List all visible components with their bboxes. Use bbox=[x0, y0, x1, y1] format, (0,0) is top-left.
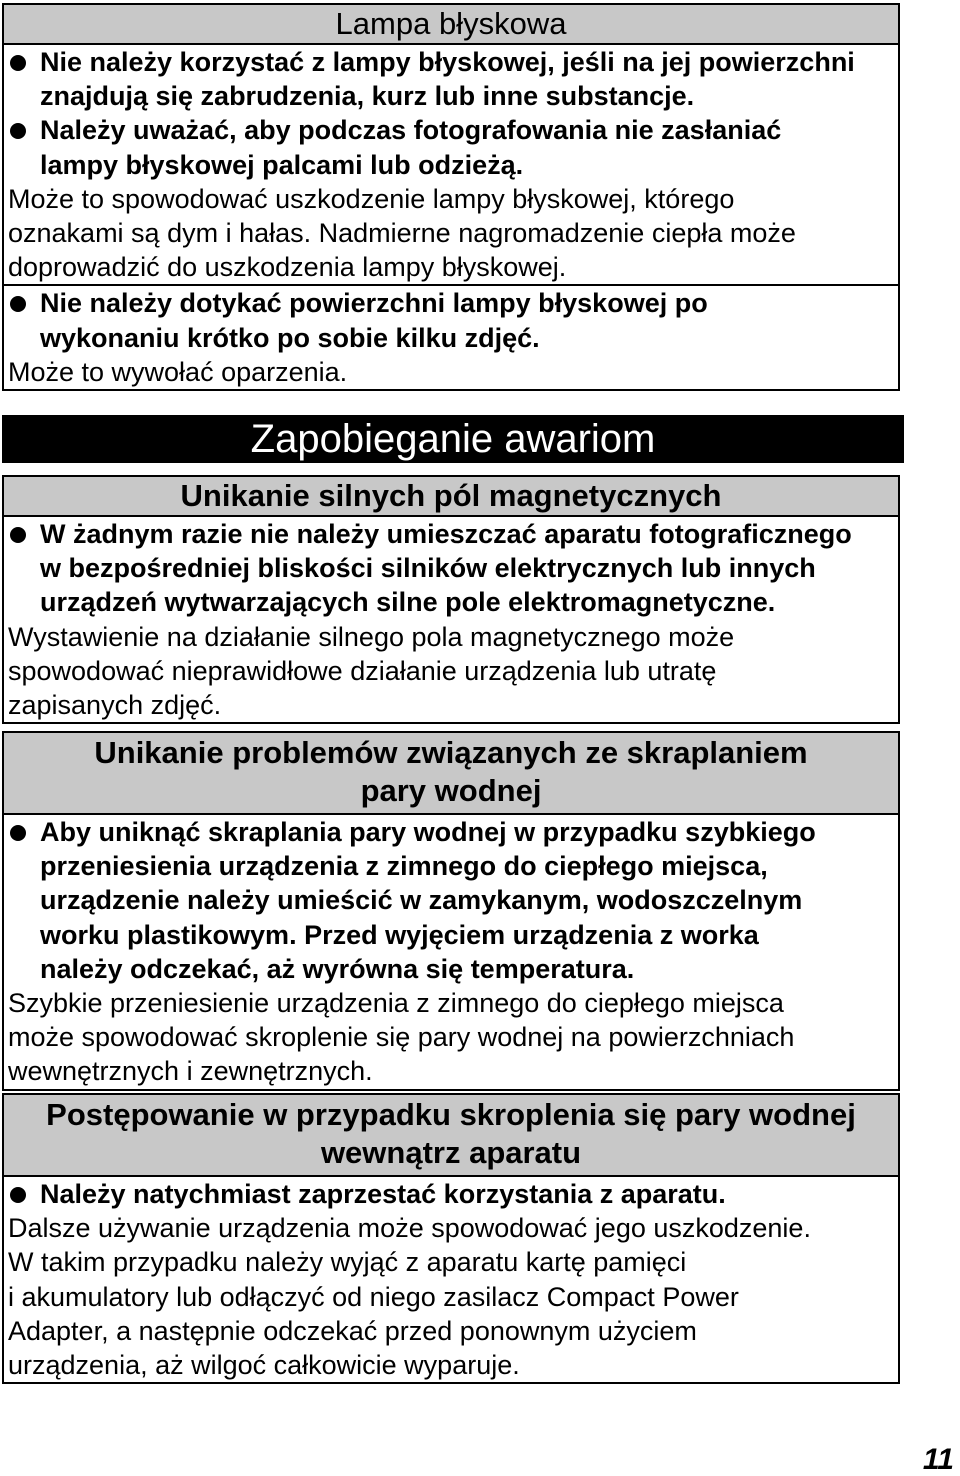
text-line: Dalsze używanie urządzenia może spowodować jego uszkodzenie. bbox=[8, 1213, 811, 1244]
text-line: znajdują się zabrudzenia, kurz lub inne substancje. bbox=[40, 81, 695, 112]
text-line: i akumulatory lub odłączyć od niego zasilacz Compact Power bbox=[8, 1281, 739, 1312]
text-line: oznakami są dym i hałas. Nadmierne nagromadzenie ciepła może bbox=[8, 218, 796, 249]
text-line: Adapter, a następnie odczekać przed ponownym użyciem bbox=[8, 1315, 697, 1346]
flash-row-1 bbox=[4, 45, 898, 113]
text-line: urządzeń wytwarzających silne pole elektromagnetyczne. bbox=[40, 587, 776, 618]
flash-bullet-1 bbox=[4, 45, 898, 113]
text-line: spowodować nieprawidłowe działanie urządzenia lub utratę bbox=[8, 655, 717, 686]
condensation-section bbox=[2, 731, 900, 1091]
condensation-bullet bbox=[4, 815, 898, 986]
magnetic-heading: Unikanie silnych pól magnetycznych bbox=[4, 477, 898, 517]
text-line: urządzenie należy umieścić w zamykanym, wodoszczelnym bbox=[40, 885, 803, 916]
text-line: Należy natychmiast zaprzestać korzystania z aparatu. bbox=[40, 1179, 726, 1209]
text-line: doprowadzić do uszkodzenia lampy błyskowej. bbox=[8, 252, 567, 283]
condensation-note bbox=[4, 986, 898, 1089]
section-banner: Zapobieganie awariom bbox=[2, 415, 904, 463]
magnetic-row bbox=[4, 517, 898, 722]
text-line: należy odczekać, aż wyrówna się temperatura. bbox=[40, 953, 635, 984]
flash-row-3 bbox=[4, 284, 898, 389]
flash-bullet-3 bbox=[4, 286, 898, 354]
text-line: urządzenia, aż wilgoć całkowicie wyparuje. bbox=[8, 1350, 520, 1381]
inside-heading bbox=[4, 1095, 898, 1177]
inside-row bbox=[4, 1177, 898, 1382]
flash-row-2 bbox=[4, 113, 898, 284]
text-line: Aby uniknąć skraplania pary wodnej w przypadku szybkiego bbox=[40, 817, 816, 847]
text-line: Nie należy dotykać powierzchni lampy błyskowej po bbox=[40, 288, 708, 319]
text-line: Wystawienie na działanie silnego pola magnetycznego może bbox=[8, 621, 735, 652]
inside-note bbox=[4, 1211, 898, 1382]
flash-heading: Lampa błyskowa bbox=[4, 5, 898, 45]
text-line: zapisanych zdjęć. bbox=[8, 690, 222, 721]
magnetic-section bbox=[2, 475, 900, 724]
text-line: wewnętrznych i zewnętrznych. bbox=[8, 1056, 373, 1087]
heading-line: pary wodnej bbox=[360, 773, 542, 808]
text-line: wykonaniu krótko po sobie kilku zdjęć. bbox=[40, 322, 540, 353]
inside-bullet bbox=[4, 1177, 898, 1211]
flash-bullet-2 bbox=[4, 113, 898, 181]
magnetic-note bbox=[4, 620, 898, 723]
text-line: Może to wywołać oparzenia. bbox=[8, 356, 348, 387]
magnetic-bullet bbox=[4, 517, 898, 620]
page-number: 11 bbox=[922, 1443, 954, 1476]
flash-note-3 bbox=[4, 355, 898, 389]
heading-line: Unikanie problemów związanych ze skraplaniem bbox=[94, 735, 808, 770]
text-line: W takim przypadku należy wyjąć z aparatu kartę pamięci bbox=[8, 1247, 687, 1278]
heading-line: wewnątrz aparatu bbox=[320, 1135, 582, 1170]
heading-line: Postępowanie w przypadku skroplenia się pary wodnej bbox=[46, 1097, 856, 1132]
inside-condensation-section bbox=[2, 1093, 900, 1384]
condensation-row bbox=[4, 815, 898, 1089]
text-line: przeniesienia urządzenia z zimnego do ciepłego miejsca, bbox=[40, 851, 768, 882]
text-line: worku plastikowym. Przed wyjęciem urządzenia z worka bbox=[40, 919, 759, 950]
text-line: Nie należy korzystać z lampy błyskowej, jeśli na jej powierzchni bbox=[40, 47, 855, 77]
text-line: może spowodować skroplenie się pary wodnej na powierzchniach bbox=[8, 1022, 795, 1053]
flash-note-2 bbox=[4, 182, 898, 285]
text-line: lampy błyskowej palcami lub odzieżą. bbox=[40, 149, 524, 180]
text-line: Szybkie przeniesienie urządzenia z zimnego do ciepłego miejsca bbox=[8, 988, 784, 1019]
flash-section bbox=[2, 3, 900, 391]
condensation-heading bbox=[4, 733, 898, 815]
text-line: Należy uważać, aby podczas fotografowania nie zasłaniać bbox=[40, 115, 782, 146]
text-line: Może to spowodować uszkodzenie lampy błyskowej, którego bbox=[8, 183, 735, 214]
text-line: W żadnym razie nie należy umieszczać aparatu fotograficznego bbox=[40, 519, 852, 549]
text-line: w bezpośredniej bliskości silników elektrycznych lub innych bbox=[40, 553, 816, 584]
